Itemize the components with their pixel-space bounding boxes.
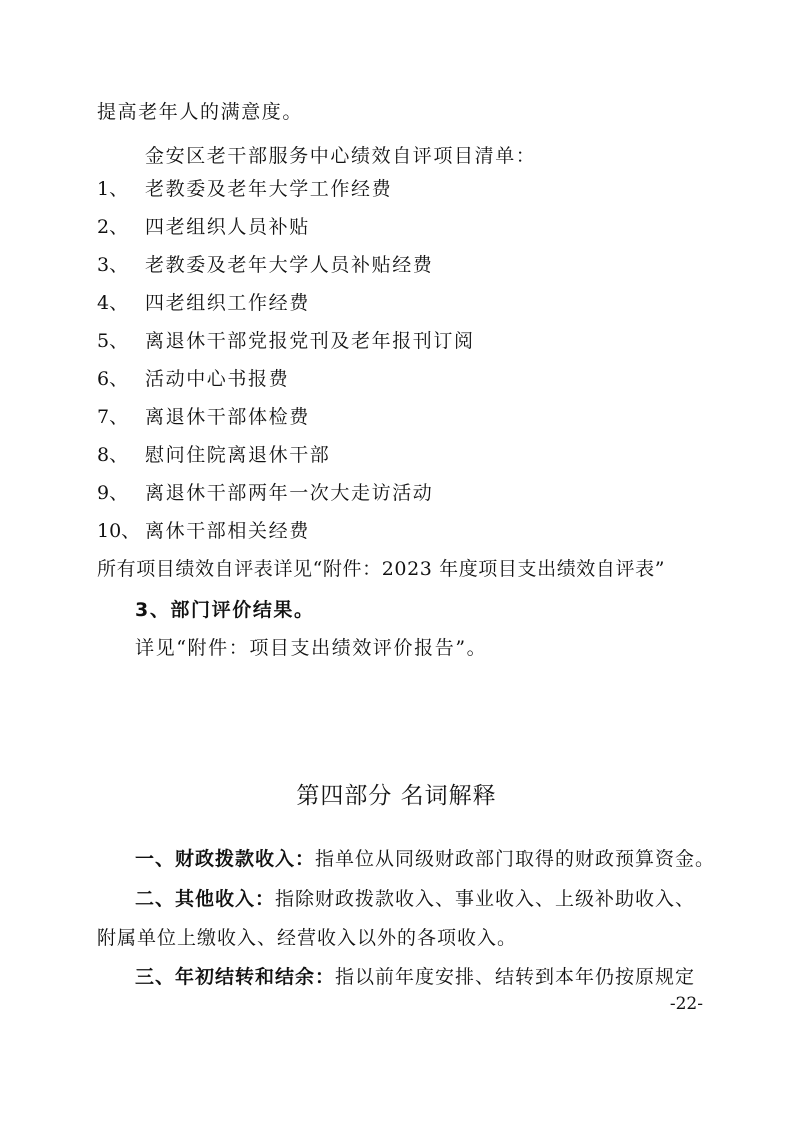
list-item-number: 3、 bbox=[97, 254, 129, 276]
term-definition: 指除财政拨款收入、事业收入、上级补助收入、 bbox=[275, 888, 696, 910]
list-item-number: 8、 bbox=[97, 444, 129, 466]
term-definition: 指单位从同级财政部门取得的财政预算资金。 bbox=[315, 848, 716, 870]
list-item: 离退休干部两年一次大走访活动 bbox=[145, 482, 434, 504]
list-item-number: 4、 bbox=[97, 292, 129, 314]
list-item: 四老组织工作经费 bbox=[145, 292, 310, 314]
list-item-number: 1、 bbox=[97, 178, 129, 200]
term-title: 二、其他收入： bbox=[135, 888, 276, 910]
list-item: 四老组织人员补贴 bbox=[145, 216, 310, 238]
list-item-number: 9、 bbox=[97, 482, 129, 504]
list-item: 慰问住院离退休干部 bbox=[145, 444, 331, 466]
term-definition-1 bbox=[135, 846, 715, 872]
term-definition-2 bbox=[135, 886, 695, 912]
term-definition-continuation: 附属单位上缴收入、经营收入以外的各项收入。 bbox=[97, 927, 518, 949]
part-4-heading: 第四部分 名词解释 bbox=[296, 783, 497, 809]
paragraph-end: 提高老年人的满意度。 bbox=[97, 101, 304, 123]
section-3-body: 详见“附件：项目支出绩效评价报告”。 bbox=[135, 637, 488, 659]
term-definition-3 bbox=[135, 964, 695, 990]
list-item: 离退休干部体检费 bbox=[145, 406, 310, 428]
section-3-title: 3、部门评价结果。 bbox=[135, 599, 315, 621]
term-title: 一、财政拨款收入： bbox=[135, 848, 316, 870]
list-intro: 金安区老干部服务中心绩效自评项目清单： bbox=[145, 145, 537, 167]
list-item-number: 6、 bbox=[97, 368, 129, 390]
list-item: 老教委及老年大学人员补贴经费 bbox=[145, 254, 434, 276]
term-title: 三、年初结转和结余： bbox=[135, 966, 336, 988]
list-item: 老教委及老年大学工作经费 bbox=[145, 178, 393, 200]
term-definition: 指以前年度安排、结转到本年仍按原规定 bbox=[335, 966, 696, 988]
list-item: 活动中心书报费 bbox=[145, 368, 290, 390]
page-number: -22- bbox=[669, 994, 703, 1014]
list-item: 离休干部相关经费 bbox=[145, 520, 310, 542]
list-item-number: 5、 bbox=[97, 330, 129, 352]
list-item-number: 7、 bbox=[97, 406, 129, 428]
all-projects-note: 所有项目绩效自评表详见“附件：2023 年度项目支出绩效自评表” bbox=[97, 558, 666, 580]
list-item-number: 2、 bbox=[97, 216, 129, 238]
list-item-number: 10、 bbox=[97, 520, 141, 542]
list-item: 离退休干部党报党刊及老年报刊订阅 bbox=[145, 330, 475, 352]
